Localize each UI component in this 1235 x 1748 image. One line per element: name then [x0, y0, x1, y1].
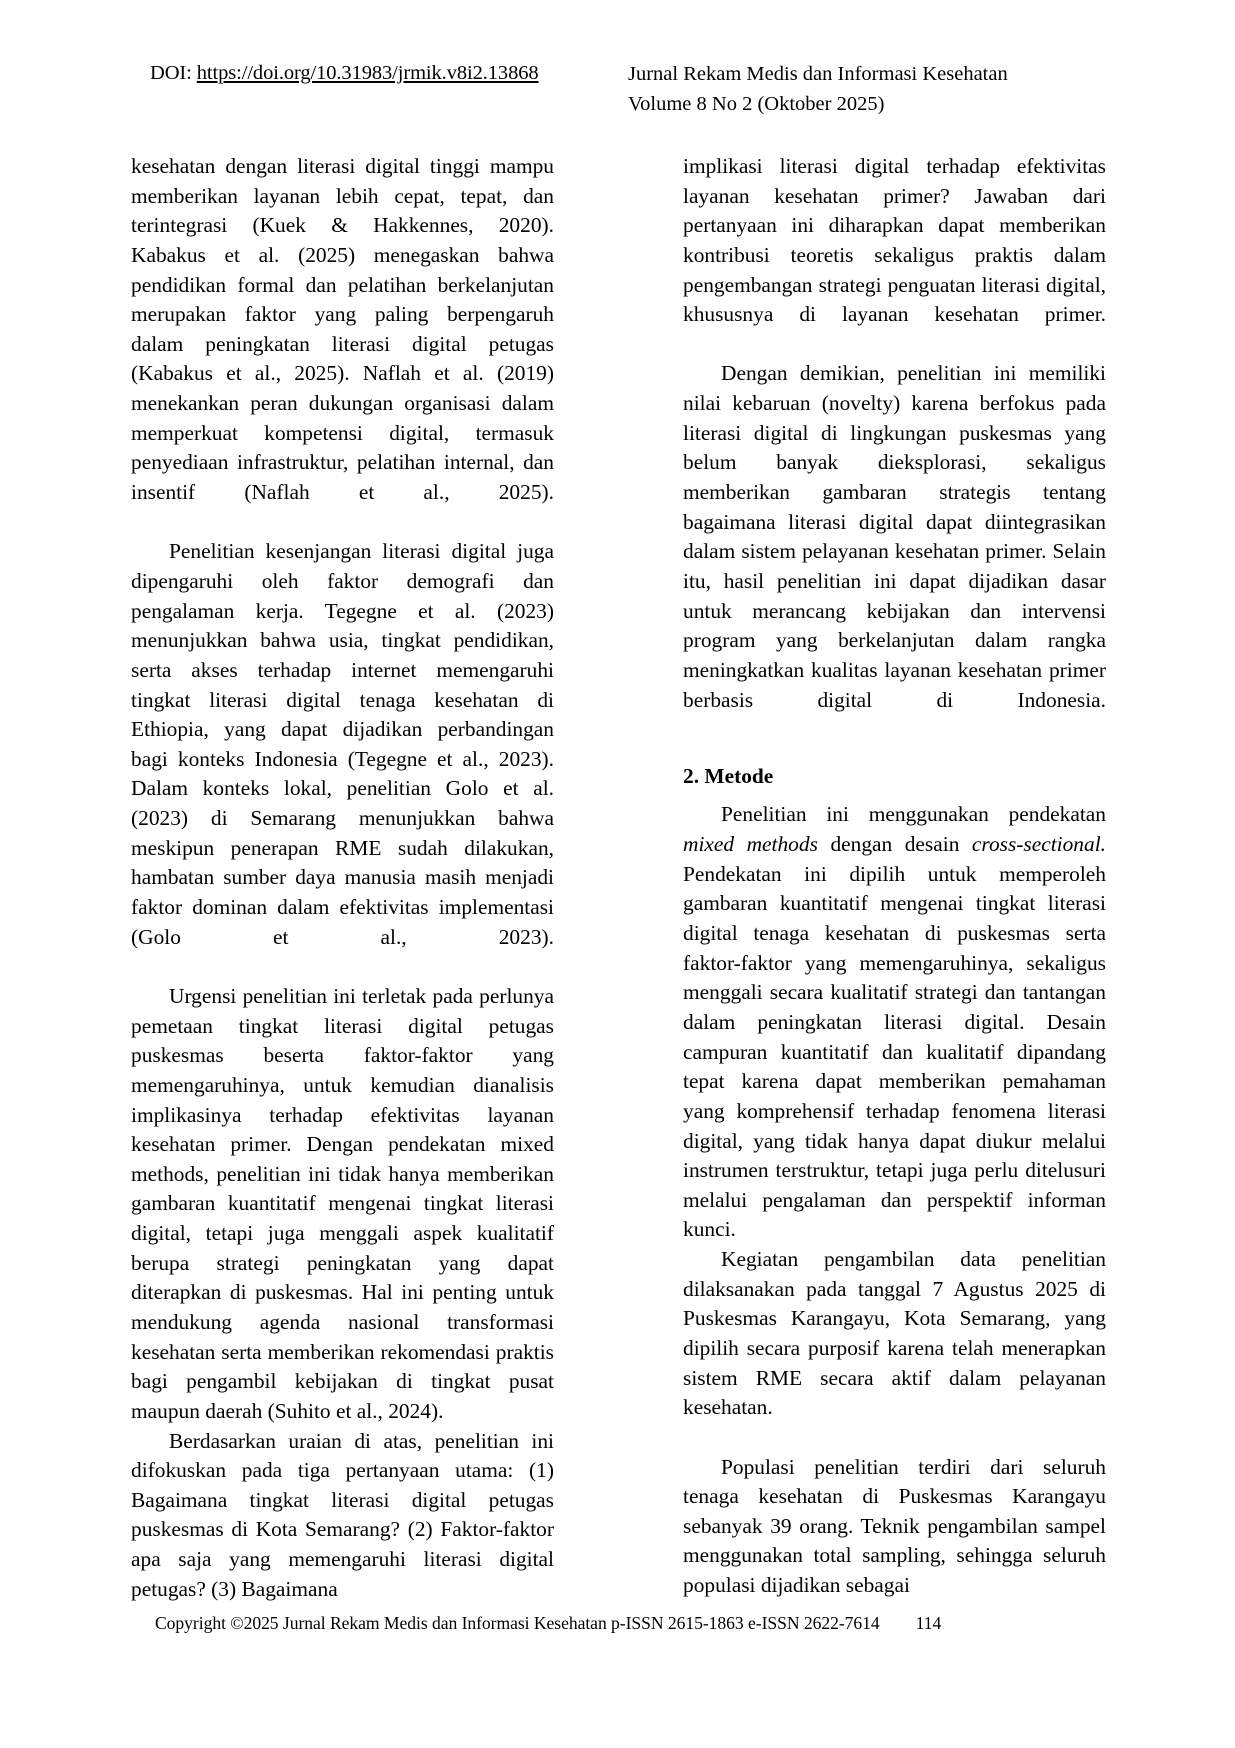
- doi-block: [150, 60, 570, 87]
- italic-term-mixed-methods: mixed methods: [683, 832, 818, 857]
- section-heading-metode: 2. Metode: [683, 763, 774, 788]
- right-column: [683, 152, 1106, 1598]
- paragraph-text-part: dengan desain: [817, 832, 972, 857]
- paragraph: Berdasarkan uraian di atas, penelitian ini difokuskan pada tiga pertanyaan utama: (1) Bagaimana tingkat literasi digital petugas puskesmas di Kota Semarang? (2) Faktor-faktor apa saja yang memengaruhi literasi digital petugas? (3) Bagaimana: [131, 1428, 554, 1601]
- article-body: [131, 152, 1106, 1601]
- paragraph: Penelitian kesenjangan literasi digital juga dipengaruhi oleh faktor demografi dan pengalaman kerja. Tegegne et al. (2023) menunjukkan bahwa usia, tingkat pendidikan, serta akses terhadap internet memengaruhi tingkat literasi digital tenaga kesehatan di Ethiopia, yang dapat dijadikan perbandingan bagi konteks Indonesia (Tegegne et al., 2023). Dalam konteks lokal, penelitian Golo et al. (2023) di Semarang menunjukkan bahwa meskipun penerapan RME sudah dilakukan, hambatan sumber daya manusia masih menjadi faktor dominan dalam efektivitas implementasi (Golo et al., 2023).: [131, 539, 554, 949]
- paragraph-text-part: , penelitian ini tidak hanya memberikan gambaran kuantitatif mengenai tingkat literasi digital, tetapi juga menggali aspek kualitatif berupa strategi peningkatan yang dapat diterapkan di puskesmas. Hal ini penting untuk mendukung agenda nasional transformasi kesehatan serta memberikan rekomendasi praktis bagi pengambil kebijakan di tingkat pusat maupun daerah (Suhito et al., 2024).: [131, 1161, 554, 1423]
- page-header: [150, 60, 1085, 119]
- paragraph-text-part: Penelitian ini menggunakan pendekatan: [721, 802, 1106, 827]
- paragraph: Populasi penelitian terdiri dari seluruh tenaga kesehatan di Puskesmas Karangayu sebanyak 39 orang. Teknik pengambilan sampel menggunakan total sampling, sehingga seluruh populasi dijadikan sebagai: [683, 1454, 1106, 1598]
- left-column: [131, 152, 554, 1601]
- paragraph: Dengan demikian, penelitian ini memiliki nilai kebaruan (novelty) karena berfokus pada literasi digital di lingkungan puskesmas yang belum banyak dieksplorasi, sekaligus memberikan gambaran strategis tentang bagaimana literasi digital dapat diintegrasikan dalam sistem pelayanan kesehatan primer. Selain itu, hasil penelitian ini dapat dijadikan dasar untuk merancang kebijakan dan intervensi program yang berkelanjutan dalam rangka meningkatkan kualitas layanan kesehatan primer berbasis digital di Indonesia.: [683, 361, 1106, 712]
- doi-link[interactable]: https://doi.org/10.31983/jrmik.v8i2.13868: [196, 62, 539, 84]
- paragraph: [683, 800, 1106, 1245]
- journal-info: [628, 60, 1008, 119]
- paragraph: [131, 982, 554, 1427]
- doi-label: DOI:: [150, 62, 197, 84]
- page-footer: [155, 1612, 1085, 1635]
- paragraph: kesehatan dengan literasi digital tinggi mampu memberikan layanan lebih cepat, tepat, dan terintegrasi (Kuek & Hakkennes, 2020). Kabakus et al. (2025) menegaskan bahwa pendidikan formal dan pelatihan berkelanjutan merupakan faktor yang paling berpengaruh dalam peningkatan literasi digital petugas (Kabakus et al., 2025). Naflah et al. (2019) menekankan peran dukungan organisasi dalam memperkuat kompetensi digital, termasuk penyediaan infrastruktur, pelatihan internal, dan insentif (Naflah et al., 2025).: [131, 154, 554, 505]
- paragraph-text-part: Pendekatan ini dipilih untuk memperoleh gambaran kuantitatif mengenai tingkat literasi digital tenaga kesehatan di puskesmas serta faktor-faktor yang memengaruhinya, sekaligus menggali secara kualitatif strategi dan tantangan dalam peningkatan literasi digital. Desain campuran kuantitatif dan kualitatif dipandang tepat karena dapat memberikan pemahaman yang komprehensif terhadap fenomena literasi digital, yang tidak hanya dapat diukur melalui instrumen terstruktur, tetapi juga perlu ditelusuri melalui pengalaman dan perspektif informan kunci.: [683, 861, 1106, 1242]
- footer-copyright: Copyright ©2025 Jurnal Rekam Medis dan Informasi Kesehatan p-ISSN 2615-1863 e-ISSN 2622-7614: [155, 1613, 880, 1633]
- paragraph-text-part: Urgensi penelitian ini terletak pada perlunya pemetaan tingkat literasi digital petugas puskesmas beserta faktor-faktor yang memengaruhinya, untuk kemudian dianalisis implikasinya terhadap efektivitas layanan kesehatan primer. Dengan pendekatan mixed methods: [131, 983, 554, 1186]
- italic-term-cross-sectional: cross-sectional.: [971, 832, 1106, 857]
- paragraph: Kegiatan pengambilan data penelitian dilaksanakan pada tanggal 7 Agustus 2025 di Puskesmas Karangayu, Kota Semarang, yang dipilih secara purposif karena telah menerapkan sistem RME secara aktif dalam pelayanan kesehatan.: [683, 1247, 1106, 1420]
- journal-name: Jurnal Rekam Medis dan Informasi Kesehatan: [628, 63, 1008, 85]
- journal-volume: Volume 8 No 2 (Oktober 2025): [628, 92, 885, 115]
- paragraph: implikasi literasi digital terhadap efektivitas layanan kesehatan primer? Jawaban dari pertanyaan ini diharapkan dapat memberikan kontribusi teoretis sekaligus praktis dalam pengembangan strategi penguatan literasi digital, khususnya di layanan kesehatan primer.: [683, 154, 1106, 327]
- page-number: 114: [915, 1613, 942, 1633]
